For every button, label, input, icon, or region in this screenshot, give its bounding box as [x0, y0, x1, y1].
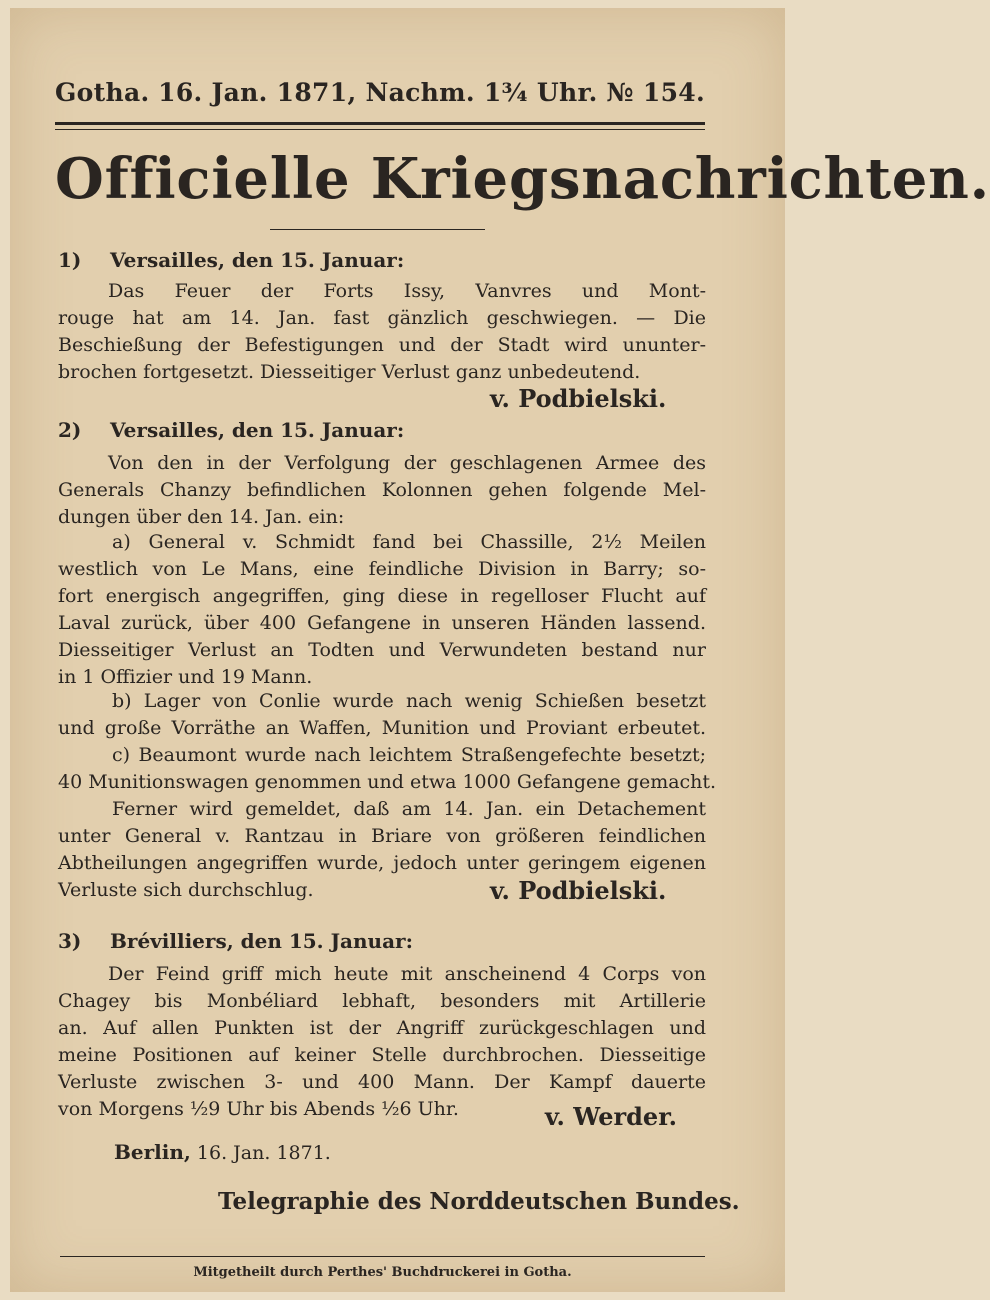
report-2-line: b) Lager von Conlie wurde nach wenig Schießen besetzt	[112, 690, 706, 712]
report-2-line: Ferner wird gemeldet, daß am 14. Jan. ein Detachement	[112, 798, 706, 820]
closing-date: 16. Jan. 1871.	[196, 1142, 331, 1164]
report-2-line: Verluste sich durchschlug.	[58, 879, 314, 901]
report-3-line: Verluste zwischen 3- und 400 Mann. Der Kampf dauerte	[58, 1071, 706, 1093]
masthead-rule-thin	[55, 129, 705, 130]
masthead-rule-thick	[55, 122, 705, 125]
page-title: Officielle Kriegsnachrichten.	[55, 146, 990, 212]
sender-line: Telegraphie des Norddeutschen Bundes.	[218, 1188, 740, 1215]
report-1-line: Beschießung der Befestigungen und der Stadt wird ununter-	[58, 334, 706, 356]
closing-place-date	[114, 1140, 331, 1164]
report-2-signature: v. Podbielski.	[490, 876, 667, 905]
report-1-line: rouge hat am 14. Jan. fast gänzlich geschwiegen. — Die	[58, 307, 706, 329]
closing-place: Berlin,	[114, 1140, 191, 1164]
report-2-line: c) Beaumont wurde nach leichtem Straßengefechte besetzt;	[112, 744, 706, 766]
report-2-line: Von den in der Verfolgung der geschlagenen Armee des	[108, 452, 706, 474]
masthead-datetime: 16. Jan. 1871, Nachm. 1¾ Uhr.	[158, 78, 598, 107]
report-1-line: Das Feuer der Forts Issy, Vanvres und Mont-	[108, 280, 706, 302]
masthead-number: № 154.	[606, 78, 705, 107]
report-3-heading: 3) Brévilliers, den 15. Januar:	[58, 929, 413, 953]
report-2-line: 40 Munitionswagen genommen und etwa 1000 Gefangene gemacht.	[58, 771, 717, 793]
report-2-line: Diesseitiger Verlust an Todten und Verwundeten bestand nur	[58, 639, 706, 661]
report-1-signature: v. Podbielski.	[490, 384, 667, 413]
report-2-heading: 2) Versailles, den 15. Januar:	[58, 418, 405, 442]
report-3-line: Chagey bis Monbéliard lebhaft, besonders mit Artillerie	[58, 990, 706, 1012]
report-2-line: westlich von Le Mans, eine feindliche Division in Barry; so-	[58, 558, 706, 580]
report-2-line: fort energisch angegriffen, ging diese in regelloser Flucht auf	[58, 585, 706, 607]
report-2-line: Abtheilungen angegriffen wurde, jedoch unter geringem eigenen	[58, 852, 706, 874]
report-3-line: von Morgens ½9 Uhr bis Abends ½6 Uhr.	[58, 1098, 459, 1120]
report-1-line: brochen fortgesetzt. Diesseitiger Verlust ganz unbedeutend.	[58, 361, 641, 383]
report-3-signature: v. Werder.	[545, 1102, 677, 1131]
title-underline	[270, 229, 485, 230]
report-2-line: und große Vorräthe an Waffen, Munition und Proviant erbeutet.	[58, 717, 706, 739]
report-3-line: meine Positionen auf keiner Stelle durchbrochen. Diesseitige	[58, 1044, 706, 1066]
report-1-heading: 1) Versailles, den 15. Januar:	[58, 248, 405, 272]
report-3-line: an. Auf allen Punkten ist der Angriff zurückgeschlagen und	[58, 1017, 706, 1039]
printer-footer: Mitgetheilt durch Perthes' Buchdruckerei in Gotha.	[193, 1265, 572, 1280]
masthead-place: Gotha.	[55, 78, 150, 107]
footer-rule	[60, 1256, 705, 1257]
report-2-line: Generals Chanzy befindlichen Kolonnen gehen folgende Mel-	[58, 479, 706, 501]
report-2-line: unter General v. Rantzau in Briare von größeren feindlichen	[58, 825, 706, 847]
report-2-line: in 1 Offizier und 19 Mann.	[58, 666, 313, 688]
masthead	[55, 78, 705, 107]
report-2-line: Laval zurück, über 400 Gefangene in unseren Händen lassend.	[58, 612, 706, 634]
report-2-line: a) General v. Schmidt fand bei Chassille, 2½ Meilen	[112, 531, 706, 553]
report-2-line: dungen über den 14. Jan. ein:	[58, 506, 345, 528]
report-3-line: Der Feind griff mich heute mit anscheinend 4 Corps von	[108, 963, 706, 985]
